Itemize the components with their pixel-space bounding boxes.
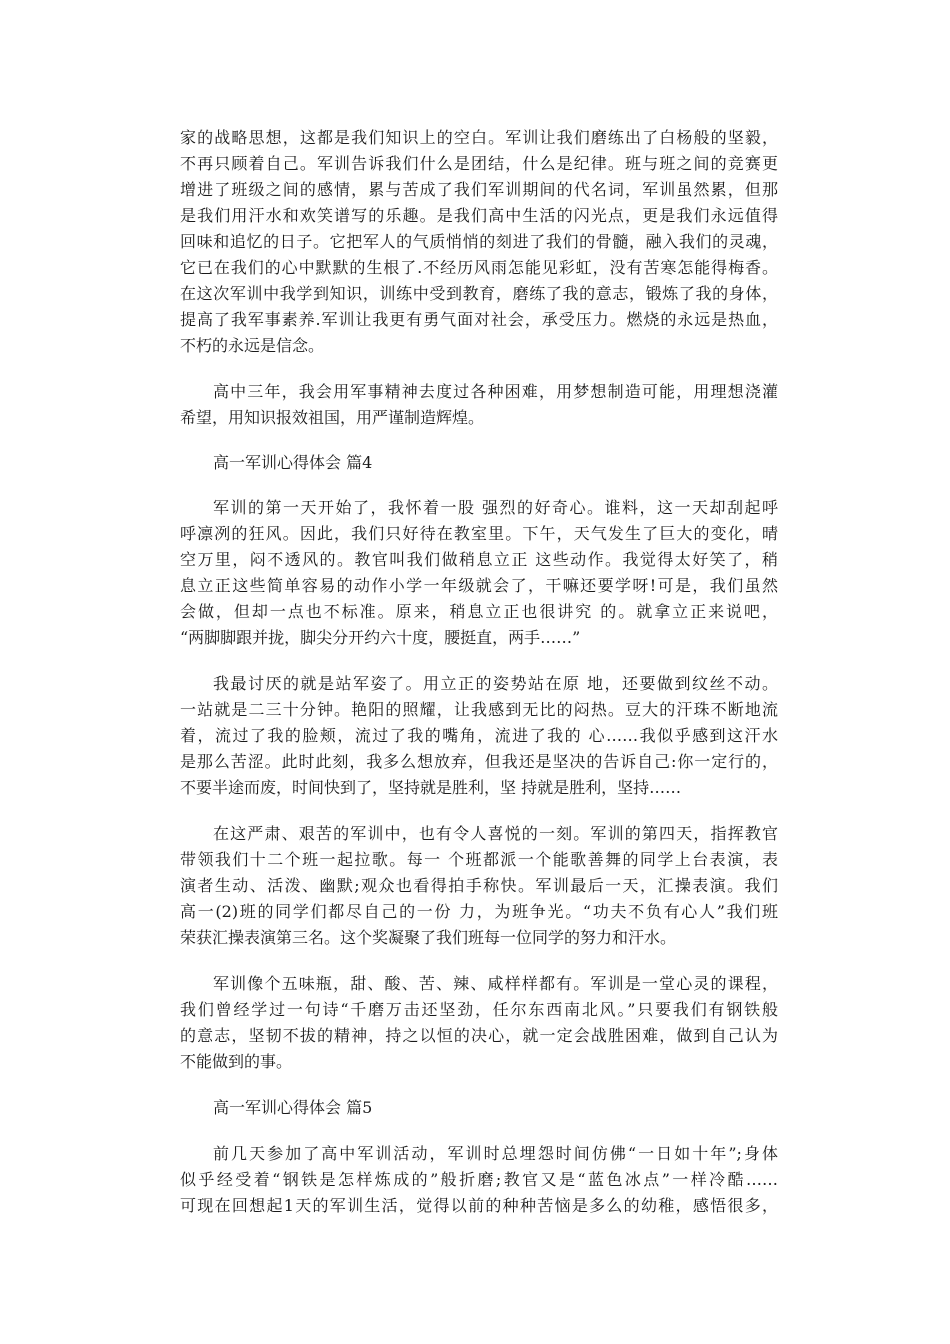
text-line: 是那么苦涩。此时此刻，我多么想放弃，但我还是坚决的告诉自己:你一定行的， (180, 752, 778, 771)
section-heading: 高一军训心得体会 篇4 (213, 453, 373, 472)
text-line: 高中三年，我会用军事精神去度过各种困难，用梦想制造可能，用理想浇灌 (213, 382, 778, 401)
text-line: 提高了我军事素养.军训让我更有勇气面对社会，承受压力。燃烧的永远是热血， (180, 310, 778, 329)
text-line: 高一(2)班的同学们都尽自己的一份 力，为班争光。“功夫不负有心人”我们班 (180, 902, 778, 921)
text-line: 它已在我们的心中默默的生根了.不经历风雨怎能见彩虹，没有苦寒怎能得梅香。 (180, 258, 778, 277)
text-line: 可现在回想起1天的军训生活，觉得以前的种种苦恼是多么的幼稚，感悟很多， (180, 1196, 778, 1215)
text-line: 不再只顾着自己。军训告诉我们什么是团结，什么是纪律。班与班之间的竞赛更 (180, 154, 778, 173)
text-line: 家的战略思想，这都是我们知识上的空白。军训让我们磨练出了白杨般的坚毅， (180, 128, 778, 147)
text-line: 希望，用知识报效祖国，用严谨制造辉煌。 (180, 408, 485, 427)
text-line: 不能做到的事。 (180, 1052, 293, 1071)
text-line: 着，流过了我的脸颊，流过了我的嘴角，流进了我的 心……我似乎感到这汗水 (180, 726, 778, 745)
text-line: 军训的第一天开始了，我怀着一股 强烈的好奇心。谁料，这一天却刮起呼 (213, 498, 778, 517)
text-line: 军训像个五味瓶，甜、酸、苦、辣、咸样样都有。军训是一堂心灵的课程， (213, 974, 778, 993)
text-line: 在这严肃、艰苦的军训中，也有令人喜悦的一刻。军训的第四天，指挥教官 (213, 824, 778, 843)
text-line: 会做，但却一点也不标准。原来，稍息立正也很讲究 的。就拿立正来说吧， (180, 602, 778, 621)
text-line: 演者生动、活泼、幽默;观众也看得拍手称快。军训最后一天，汇操表演。我们 (180, 876, 778, 895)
text-line: 回味和追忆的日子。它把军人的气质悄悄的刻进了我们的骨髓，融入我们的灵魂， (180, 232, 778, 251)
text-line: 呼凛冽的狂风。因此，我们只好待在教室里。下午，天气发生了巨大的变化，晴 (180, 524, 778, 543)
text-line: 增进了班级之间的感情，累与苦成了我们军训期间的代名词，军训虽然累，但那 (180, 180, 778, 199)
text-line: 的意志，坚韧不拔的精神，持之以恒的决心，就一定会战胜困难，做到自己认为 (180, 1026, 778, 1045)
text-line: 似乎经受着“钢铁是怎样炼成的”般折磨;教官又是“蓝色冰点”一样冷酷…… (180, 1170, 778, 1189)
text-line: 息立正这些简单容易的动作小学一年级就会了，干嘛还要学呀!可是，我们虽然 (180, 576, 778, 595)
text-line: 在这次军训中我学到知识，训练中受到教育，磨练了我的意志，锻炼了我的身体， (180, 284, 778, 303)
text-line: 前几天参加了高中军训活动，军训时总埋怨时间仿佛“一日如十年”;身体 (213, 1144, 778, 1163)
text-line: 我最讨厌的就是站军姿了。用立正的姿势站在原 地，还要做到纹丝不动。 (213, 674, 778, 693)
text-line: 不要半途而废，时间快到了，坚持就是胜利，坚 持就是胜利，坚持…… (180, 778, 682, 797)
section-heading: 高一军训心得体会 篇5 (213, 1098, 373, 1117)
text-line: 一站就是二三十分钟。艳阳的照耀，让我感到无比的闷热。豆大的汗珠不断地流 (180, 700, 778, 719)
text-line: 带领我们十二个班一起拉歌。每一 个班都派一个能歌善舞的同学上台表演，表 (180, 850, 778, 869)
text-line: 我们曾经学过一句诗“千磨万击还坚劲，任尔东西南北风。”只要我们有钢铁般 (180, 1000, 778, 1019)
text-line: 空万里，闷不透风的。教官叫我们做稍息立正 这些动作。我觉得太好笑了，稍 (180, 550, 778, 569)
text-line: 不朽的永远是信念。 (180, 336, 325, 355)
text-line: 是我们用汗水和欢笑谱写的乐趣。是我们高中生活的闪光点，更是我们永远值得 (180, 206, 778, 225)
text-line: 荣获汇操表演第三名。这个奖凝聚了我们班每一位同学的努力和汗水。 (180, 928, 677, 947)
text-line: “两脚脚跟并拢，脚尖分开约六十度，腰挺直，两手……” (180, 628, 581, 647)
